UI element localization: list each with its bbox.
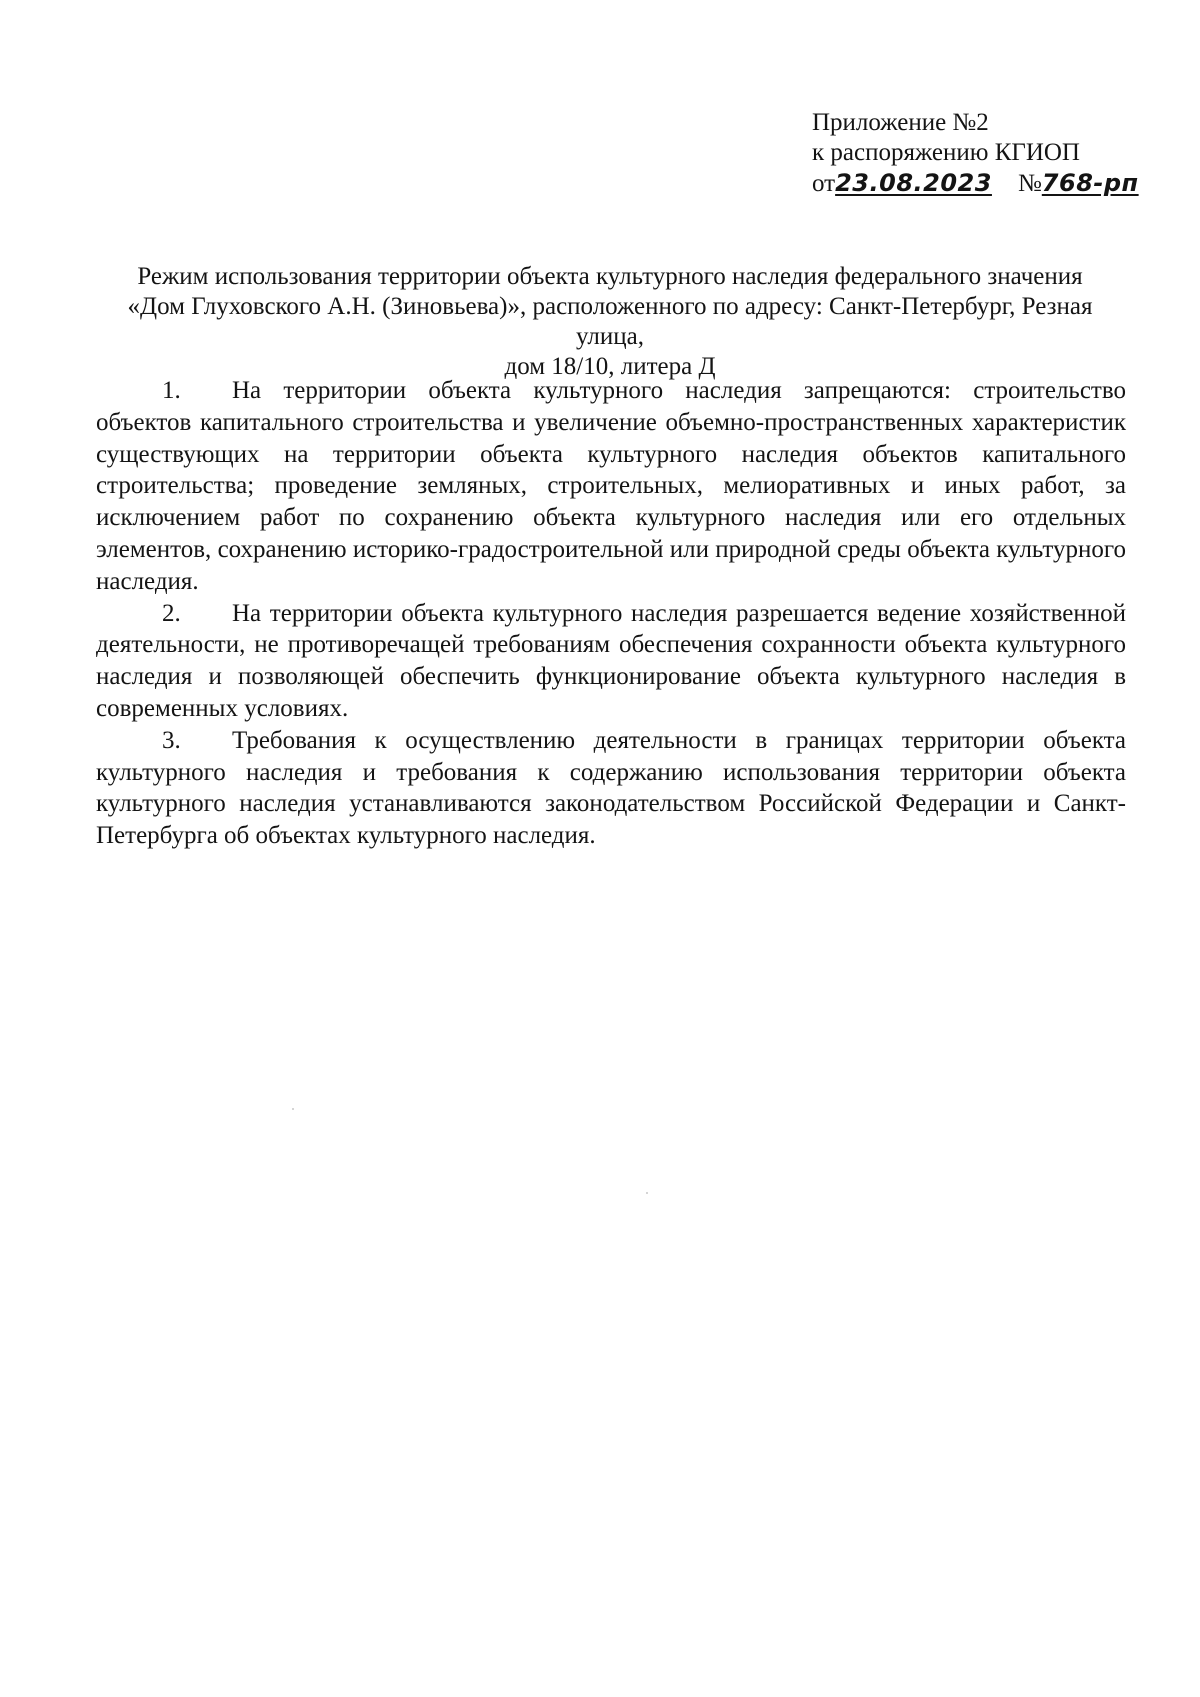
number-prefix: № xyxy=(1017,170,1042,197)
paragraph-1 xyxy=(96,375,1126,598)
paragraph-number: 1. xyxy=(162,377,181,404)
paragraph-text: На территории объекта культурного наследия разрешается ведение хозяйственной деятельности, не противоречащей требованиям обеспечения сохранности объекта культурного наследия и позволяющей обеспечить функционирование объекта культурного наследия в современных условиях. xyxy=(96,599,1126,722)
title-line: Режим использования территории объекта культурного наследия федерального значения xyxy=(137,263,1083,290)
title-line: дом 18/10, литера Д xyxy=(504,353,716,380)
paragraph-2 xyxy=(96,598,1126,725)
date-prefix: от xyxy=(812,170,836,197)
annex-title: Приложение №2 xyxy=(812,109,989,136)
handwritten-date: 23.08.2023 xyxy=(835,169,992,197)
scan-speck xyxy=(646,1192,648,1194)
title-line: «Дом Глуховского А.Н. (Зиновьева)», расположенного по адресу: Санкт-Петербург, Резная улица, xyxy=(127,293,1093,350)
annex-order-reference: к распоряжению КГИОП xyxy=(812,139,1080,166)
handwritten-number: 768-рп xyxy=(1041,169,1139,197)
paragraph-number: 2. xyxy=(162,599,181,627)
document-body xyxy=(96,375,1126,852)
document-title xyxy=(96,262,1124,382)
scan-speck xyxy=(292,1108,294,1110)
paragraph-number: 3. xyxy=(162,726,181,754)
annex-date-number-line xyxy=(812,168,1152,199)
paragraph-3 xyxy=(96,725,1126,852)
paragraph-text: Требования к осуществлению деятельности в границах территории объекта культурного наследия и требования к содержанию использования территории объекта культурного наследия устанавливаются законодательством Российской Федерации и Санкт-Петербурга об объектах культурного наследия. xyxy=(96,726,1126,850)
paragraph-text: На территории объекта культурного наследия запрещаются: строительство объектов капитального строительства и увеличение объемно-пространственных характеристик существующих на территории объекта культурного наследия объектов капитального строительства; проведение земляных, строительных, мелиоративных и иных работ, за исключением работ по сохранению объекта культурного наследия или его отдельных элементов, сохранению историко-градостроительной или природной среды объекта культурного наследия. xyxy=(96,377,1126,595)
annex-header xyxy=(812,108,1152,199)
